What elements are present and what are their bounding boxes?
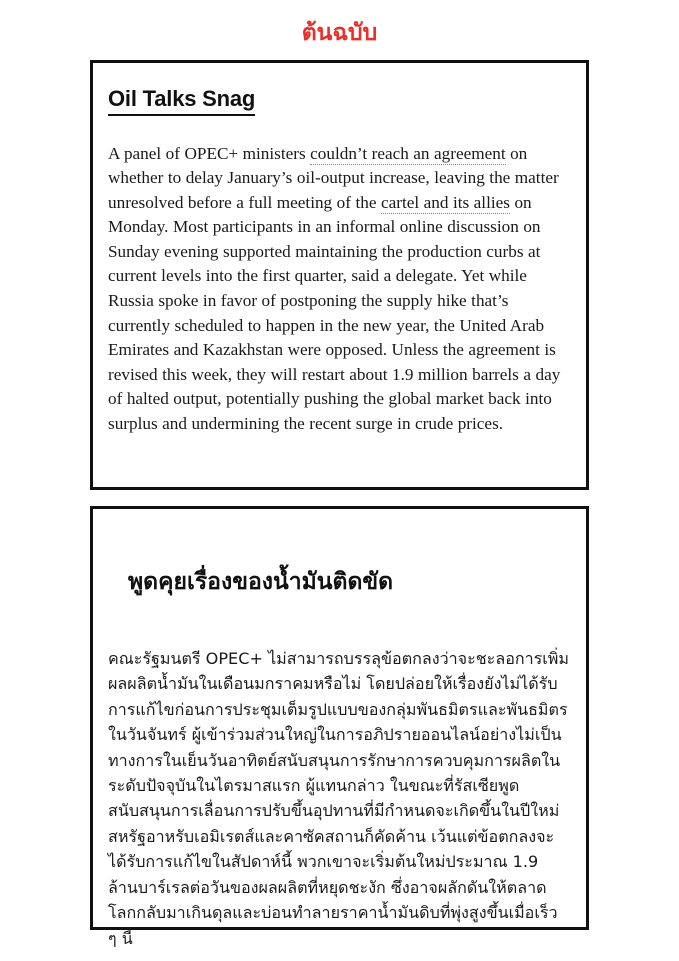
page-title: ต้นฉบับ	[301, 20, 378, 46]
thai-headline: พูดคุยเรื่องของน้ำมันติดขัด	[128, 569, 394, 595]
english-body-text	[108, 142, 570, 437]
body-text-run: on whether to delay January’s oil-output increase, leaving the matter unresolved before a full meeting of the	[108, 143, 559, 212]
english-headline: Oil Talks Snag	[108, 85, 255, 116]
thai-body-text: คณะรัฐมนตรี OPEC+ ไม่สามารถบรรลุข้อตกลงว่าจะชะลอการเพิ่มผลผลิตน้ำมันในเดือนมกราคมหรือไม่ โดยปล่อยให้เรื่องยังไม่ได้รับการแก้ไขก่อนการประชุมเต็มรูปแบบของกลุ่มพันธมิตรและพันธมิตรในวันจันทร์ ผู้เข้าร่วมส่วนใหญ่ในการอภิปรายออนไลน์อย่างไม่เป็นทางการในเย็นวันอาทิตย์สนับสนุนการรักษาการควบคุมการผลิตในระดับปัจจุบันในไตรมาสแรก ผู้แทนกล่าว ในขณะที่รัสเซียพูดสนับสนุนการเลื่อนการปรับขึ้นอุปทานที่มีกำหนดจะเกิดขึ้นในปีใหม่ สหรัฐอาหรับเอมิเรตส์และคาซัคสถานก็คัดค้าน เว้นแต่ข้อตกลงจะได้รับการแก้ไขในสัปดาห์นี้ พวกเขาจะเริ่มต้นใหม่ประมาณ 1.9 ล้านบาร์เรลต่อวันของผลผลิตที่หยุดชะงัก ซึ่งอาจผลักดันให้ตลาดโลกกลับมาเกินดุลและบ่อนทำลายราคาน้ำมันดิบที่พุ่งสูงขึ้นเมื่อเร็ว ๆ นี้	[108, 649, 569, 948]
body-text-run: on Monday. Most participants in an informal online discussion on Sunday evening supported maintaining the production curbs at current levels into the first quarter, said a delegate. Yet while Russia spoke in favor of postponing the supply hike that’s currently scheduled to happen in the new year, the United Arab Emirates and Kazakhstan were opposed. Unless the agreement is revised this week, they will restart about 1.9 million barrels a day of halted output, potentially pushing the global market back into surplus and undermining the recent surge in crude prices.	[108, 192, 561, 434]
english-article-box	[90, 60, 589, 490]
annotated-phrase[interactable]: cartel and its allies	[380, 192, 510, 212]
english-article-content	[93, 63, 586, 447]
thai-article-box	[90, 506, 589, 948]
annotated-phrase[interactable]: couldn’t reach an agreement	[310, 143, 506, 163]
body-text-run: A panel of OPEC+ ministers	[108, 143, 311, 163]
thai-article-content	[93, 509, 586, 961]
